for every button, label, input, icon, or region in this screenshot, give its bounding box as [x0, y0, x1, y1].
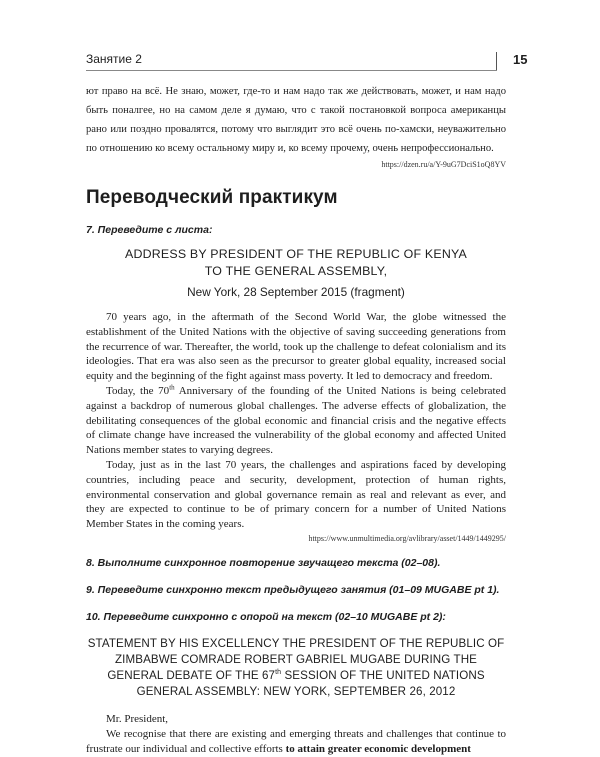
- speech-title: [86, 246, 506, 280]
- statement-title: [86, 636, 506, 700]
- task-7-label: 7. Переведите с листа:: [86, 224, 213, 236]
- header-divider: [496, 52, 497, 70]
- statement-paragraph-bold: to attain greater economic development: [285, 742, 471, 755]
- statement-title-start: STATEMENT BY HIS EXCELLENCY THE PRESIDENT OF THE REPUBLIC OF ZIMBABWE COMRADE ROBERT GABRIEL MUGABE DURING THE GENERAL DEBATE OF THE 67: [87, 636, 505, 682]
- speech-title-line-2: TO THE GENERAL ASSEMBLY,: [204, 264, 388, 278]
- statement-paragraph: [86, 727, 506, 757]
- task-10-label: 10. Переведите синхронно с опорой на текст (02–10 MUGABE pt 2):: [86, 610, 446, 623]
- speech-source-link: https://www.unmultimedia.org/avlibrary/asset/1449/1449295/: [308, 533, 506, 543]
- section-title: Переводческий практикум: [86, 187, 338, 208]
- superscript-th-2: th: [275, 669, 282, 677]
- page-number: 15: [513, 52, 528, 67]
- intro-source-link: https://dzen.ru/a/Y-9uG7DciS1oQ8YV: [381, 160, 506, 169]
- statement-paragraph-start: We recognise that there are existing and emerging threats and challenges that continue to frustrate our individual and collective efforts: [86, 727, 506, 755]
- speech-paragraph-2-rest: Anniversary of the founding of the United Nations is being celebrated against a backdrop of numerous global challenges. The adverse effects of globalization, the debilitating consequences of the global economic and financial crisis and the negative effects of climate change have increased the vulnerability of the global economy and affected United Nations member states to varying degrees.: [86, 384, 506, 457]
- speech-paragraph-1: 70 years ago, in the aftermath of the Second World War, the globe witnessed the establishment of the United Nations with the objective of saving succeeding generations from the recurrence of war. Thereafter, the world, took up the challenge to defeat colonialism and its ideologies. That era was also seen as the precursor to greater global equality, increased social equity and the beginning of the fight against mass poverty. It led to democracy and freedom.: [86, 311, 506, 383]
- header-rule: [86, 70, 497, 71]
- task-9-label: 9. Переведите синхронно текст предыдущего занятия (01–09 MUGABE pt 1).: [86, 583, 500, 596]
- task-8-label: 8. Выполните синхронное повторение звучащего текста (02–08).: [86, 556, 441, 569]
- speech-paragraph-3: Today, just as in the last 70 years, the challenges and aspirations faced by developing countries, including peace and security, development, protection of human rights, environmental conservation and global governance remain as real and relevant as ever, and they are expected to continue to be of primary concern for a number of United Nations Member States in the coming years.: [86, 458, 506, 531]
- speech-paragraph-2: [86, 384, 506, 458]
- speech-subtitle: New York, 28 September 2015 (fragment): [187, 285, 405, 299]
- superscript-th: th: [169, 383, 175, 392]
- speech-title-line-1: ADDRESS BY PRESIDENT OF THE REPUBLIC OF KENYA: [124, 247, 468, 261]
- speech-paragraph-2-start: Today, the 70: [106, 384, 170, 397]
- statement-address: Mr. President,: [106, 712, 169, 725]
- running-header-lesson: Занятие 2: [86, 52, 142, 66]
- intro-paragraph: ют право на всё. Не знаю, может, где-то и нам надо так же действовать, может, и нам надо быть поналгее, но на самом деле я думаю, что с такой постановкой вопроса американцы рано или поздно провалятся, потому что выглядит это всё очень по-хамски, неуважительно по отношению ко всему остальному миру и, ко всему прочему, очень непрофессионально.: [86, 86, 506, 154]
- page-body: [86, 82, 506, 757]
- statement-title-rest: SESSION OF THE UNITED NATIONS GENERAL ASSEMBLY: NEW YORK, SEPTEMBER 26, 2012: [136, 668, 485, 698]
